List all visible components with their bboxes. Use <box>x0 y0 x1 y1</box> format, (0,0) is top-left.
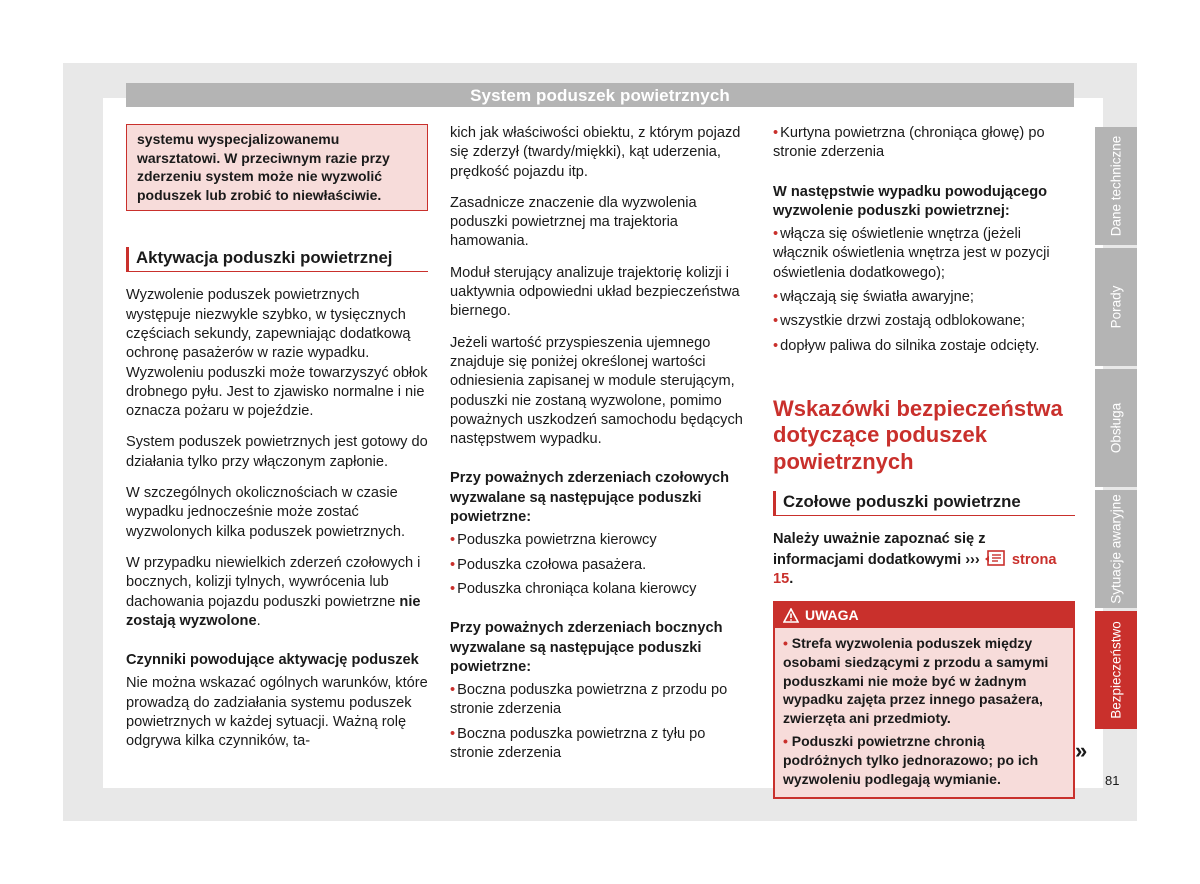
subhead-front-airbags: Czołowe poduszki powietrzne <box>773 491 1075 516</box>
tab-obsluga[interactable]: Obsługa <box>1095 369 1137 487</box>
list-item: • Poduszka chroniąca kolana kierowcy <box>450 580 697 597</box>
book-reference-icon <box>984 550 1008 566</box>
list-item: • Poduszka powietrzna kierowcy <box>450 532 657 549</box>
paragraph: Jeżeli wartość przyspieszenia ujemnego znajduje się poniżej określonej wartości odniesienia zapisanej w module sterującym, poduszki nie zostaną wyzwolone, pomimo poważnych uszkodzeń samochodu będących następstwem wypadku. <box>450 334 743 448</box>
paragraph: System poduszek powietrznych jest gotowy do działania tylko przy włączonym zapłonie. <box>126 434 428 470</box>
safety-tips-heading: Wskazówki bezpieczeństwa dotyczące poduszek powietrznych <box>773 395 1063 474</box>
tab-dane-techniczne[interactable]: Dane techniczne <box>1095 127 1137 245</box>
list-item: • włączają się światła awaryjne; <box>773 289 974 306</box>
warning-item: • Poduszki powietrzne chronią podróżnych tylko jednorazowo; po ich wyzwoleniu podlegają wymianie. <box>783 733 1039 787</box>
paragraph: Zasadnicze znaczenie dla wyzwolenia poduszki powietrznej ma trajektoria hamowania. <box>450 194 697 250</box>
tab-bezpieczenstwo[interactable]: Bezpieczeństwo <box>1095 611 1137 729</box>
warning-title-bar: UWAGA <box>775 603 1073 628</box>
list-item: • Kurtyna powietrzna (chroniąca głowę) po stronie zderzenia <box>773 125 1045 161</box>
list-item: • wszystkie drzwi zostają odblokowane; <box>773 313 1026 330</box>
paragraph: kich jak właściwości obiektu, z którym pojazd się zderzył (twardy/miękki), kąt uderzenia, prędkość pojazdu itp. <box>450 125 741 180</box>
list-item: • dopływ paliwa do silnika zostaje odcięty. <box>773 337 1040 354</box>
page-reference-link[interactable]: strona 15 <box>773 551 1057 588</box>
list-item: • Boczna poduszka powietrzna z przodu po stronie zderzenia <box>450 682 728 718</box>
column-2 <box>450 124 753 768</box>
factors-heading: Czynniki powodujące aktywację poduszek <box>126 652 419 669</box>
tab-porady[interactable]: Porady <box>1095 248 1137 366</box>
continue-mark: » <box>1075 738 1088 763</box>
list-item: • włącza się oświetlenie wnętrza (jeżeli włącznik oświetlenia wnętrza jest w pozycji oświetlenia dodatkowego); <box>773 226 1050 281</box>
warning-body <box>775 628 1073 797</box>
front-airbags-heading: Przy poważnych zderzeniach czołowych wyzwalane są następujące poduszki powietrzne: <box>450 470 729 526</box>
side-airbags-heading: Przy poważnych zderzeniach bocznych wyzwalane są następujące poduszki powietrzne: <box>450 620 723 675</box>
warning-box <box>773 601 1075 799</box>
paragraph: W przypadku niewielkich zderzeń czołowych i bocznych, kolizji tylnych, wywrócenia lub dachowania pojazdu poduszki powietrzne nie zostają wyzwolone. <box>126 554 421 629</box>
list-item: • Poduszka czołowa pasażera. <box>450 556 647 573</box>
column-3 <box>773 124 1075 799</box>
after-accident-heading: W następstwie wypadku powodującego wyzwolenie poduszki powietrznej: <box>773 183 1048 219</box>
page-number: 81 <box>1105 773 1120 788</box>
warning-item: • Strefa wyzwolenia poduszek między osobami siedzącymi z przodu a samymi poduszkami nie może być w żadnym wypadku zajęta przez innego pasażera, zwierzęta ani przedmioty. <box>783 635 1049 726</box>
list-item: • Boczna poduszka powietrzna z tyłu po stronie zderzenia <box>450 725 706 762</box>
paragraph: Nie można wskazać ogólnych warunków, które prowadzą do zadziałania systemu poduszek powietrznych w każdej sytuacji. Ważną rolę odgrywa kilka czynników, ta- <box>126 675 428 750</box>
tab-sytuacje-awaryjne[interactable]: Sytuacje awaryjne <box>1095 490 1137 608</box>
note-box: systemu wyspecjalizowanemu warsztatowi. W przeciwnym razie przy zderzeniu system może nie wyzwolić poduszek lub zrobić to niewłaściwie. <box>126 124 428 211</box>
subhead-activation: Aktywacja poduszki powietrznej <box>126 247 428 272</box>
warning-triangle-icon <box>783 608 799 623</box>
column-1 <box>126 124 428 764</box>
emphasis: nie zostają wyzwolone <box>126 593 421 629</box>
section-header: System poduszek powietrznych <box>126 83 1074 107</box>
paragraph: Wyzwolenie poduszek powietrznych występuje niezwykle szybko, w tysięcznych częściach sekundy, zapewniając dodatkową ochronę pasażerów w razie wypadku. Wyzwoleniu poduszki może towarzyszyć obłok drobnego pyłu. Jest to zjawisko normalne i nie oznacza pożaru w pojeździe. <box>126 287 428 420</box>
paragraph: Moduł sterujący analizuje trajektorię kolizji i uaktywnia odpowiedni układ bezpieczeństwa biernego. <box>450 264 740 320</box>
reference-paragraph: Należy uważnie zapoznać się z informacjami dodatkowymi ››› strona 15. <box>773 531 1057 588</box>
paragraph: W szczególnych okolicznościach w czasie wypadku jednocześnie może zostać wyzwolonych kilka poduszek powietrznych. <box>126 485 406 540</box>
